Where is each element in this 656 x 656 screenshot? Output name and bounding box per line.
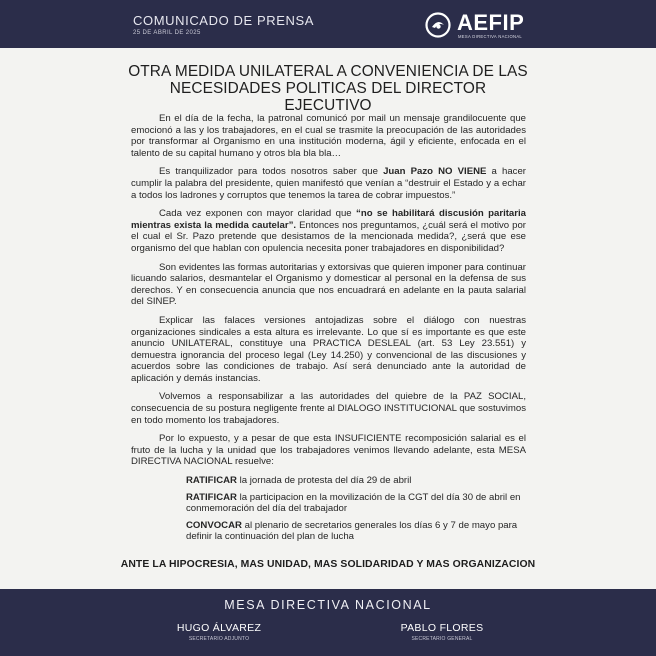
resolution-item <box>186 492 526 515</box>
headline <box>128 63 528 114</box>
paragraph-2-text-a: Es tranquilizador para todos nosotros saber que <box>159 166 384 178</box>
headline-line-1: OTRA MEDIDA UNILATERAL A CONVENIENCIA DE LAS <box>128 63 528 80</box>
resolution-item <box>186 520 526 543</box>
logo-subtitle: MESA DIRECTIVA NACIONAL <box>458 34 523 39</box>
paragraph-3-text-b: Entonces nos preguntamos, ¿cuál será el motivo por el cual el Sr. Pazo pretende que desistamos de la mencionada medida?, ¿será que ese organismo del que hablan con opulencia necesita poner trabajadores en disponibilidad? <box>131 219 526 254</box>
signatory-right <box>362 622 522 642</box>
signatory-name: PABLO FLORES <box>400 622 484 634</box>
press-release-title: COMUNICADO DE PRENSA <box>133 13 315 28</box>
resolution-verb: RATIFICAR <box>186 491 237 503</box>
paragraph-1: En el día de la fecha, la patronal comunicó por mail un mensaje grandilocuente que emocionó a las y los trabajadores, en el cual se trasmite la preocupación de las autoridades por transformar al Organismo en una institución moderna, ágil y eficiente, enfocada en el talento de su capital humano y otros bla bla bla… <box>131 113 526 159</box>
headline-line-2: NECESIDADES POLITICAS DEL DIRECTOR EJECUTIVO <box>169 80 487 114</box>
resolutions-list <box>186 475 526 543</box>
resolution-verb: CONVOCAR <box>186 519 242 531</box>
resolution-text: al plenario de secretarios generales los días 6 y 7 de mayo para definir la continuación del plan de lucha <box>186 519 518 543</box>
resolution-text: la participacion en la movilización de la CGT del día 30 de abril en conmemoración del día del trabajador <box>186 491 521 515</box>
aefip-logo <box>425 10 535 40</box>
logo-wordmark: AEFIP <box>457 10 525 35</box>
footer-band <box>0 589 656 656</box>
resolution-verb: RATIFICAR <box>186 475 237 487</box>
resolution-text: la jornada de protesta del día 29 de abril <box>236 475 412 487</box>
paragraph-3-emphasis: “no se habilitará discusión paritaria mientras exista la medida cautelar”. <box>131 208 527 231</box>
resolution-item <box>186 475 526 487</box>
press-release-date: 25 DE ABRIL DE 2025 <box>133 30 201 36</box>
paragraph-6: Volvemos a responsabilizar a las autoridades del quiebre de la PAZ SOCIAL, consecuencia de su postura negligente frente al DIALOGO INSTITUCIONAL que sostuvimos en todo momento los trabajadores. <box>131 391 526 426</box>
closing-slogan: ANTE LA HIPOCRESIA, MAS UNIDAD, MAS SOLIDARIDAD Y MAS ORGANIZACION <box>120 559 536 570</box>
signatory-name: HUGO ÁLVAREZ <box>176 622 262 634</box>
aefip-logo-icon <box>425 12 451 38</box>
signatory-role: SECRETARIO ADJUNTO <box>188 636 250 642</box>
paragraph-4: Son evidentes las formas autoritarias y extorsivas que quieren imponer para continuar licuando salarios, desmantelar el Organismo y domesticar al personal en la defensa de sus derechos. Y en consecuencia anuncia que nos encuadrará en adelante en la pauta salarial del SINEP. <box>131 261 526 308</box>
paragraph-2-text-b: a hacer cumplir la palabra del presidente, quien manifestó que venían a “destruir el Estado y a echar a todos los ladrones y corruptos que tenemos la tarea de cobrar impuestos.” <box>131 166 526 201</box>
paragraph-2-emphasis: Juan Pazo NO VIENE <box>383 166 487 178</box>
signatory-left <box>139 622 299 642</box>
paragraph-7: Por lo expuesto, y a pesar de que esta INSUFICIENTE recomposición salarial es el fruto de la lucha y la unidad que los trabajadores venimos llevando adelante, esta MESA DIRECTIVA NACIONAL resuelve: <box>131 433 526 468</box>
paragraph-3-text-a: Cada vez exponen con mayor claridad que <box>159 208 357 220</box>
body-text <box>131 113 526 548</box>
footer-title: MESA DIRECTIVA NACIONAL <box>224 598 432 612</box>
paragraph-2 <box>131 166 526 201</box>
paragraph-3 <box>131 208 526 254</box>
signatory-role: SECRETARIO GENERAL <box>411 636 473 642</box>
paragraph-5: Explicar las falaces versiones antojadizas sobre el diálogo con nuestras organizaciones sindicales a esta altura es irrelevante. Lo que sí es importante es que este anuncio UNILATERAL, constituye una PRACTICA DESLEAL (art. 53 Ley 23.551) y demuestra ignorancia del proceso legal (Ley 14.250) y convencional de las discusiones y acuerdos sobre las condiciones de trabajo. Así será denunciado ante la autoridad de aplicación y demás instancias. <box>131 314 526 384</box>
header-band <box>0 0 656 48</box>
